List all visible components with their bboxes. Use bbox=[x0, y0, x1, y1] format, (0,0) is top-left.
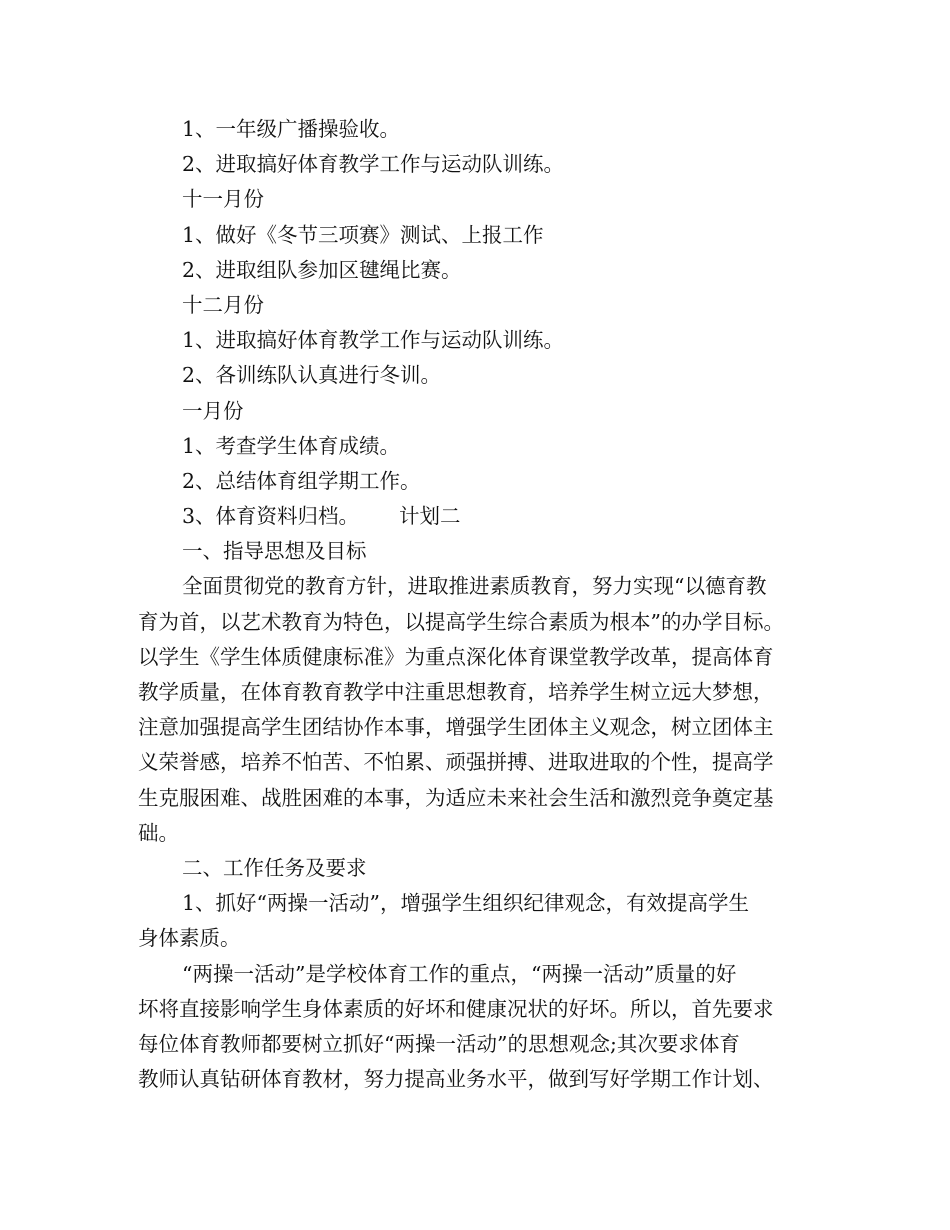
text-line: 2、总结体育组学期工作。 bbox=[182, 468, 421, 493]
text-line: 1、一年级广播操验收。 bbox=[182, 117, 401, 141]
text-line: 1、进取搞好体育教学工作与运动队训练。 bbox=[182, 328, 565, 353]
document-body bbox=[138, 112, 818, 1097]
month-heading: 十一月份 bbox=[182, 187, 264, 212]
text-line: 1、考查学生体育成绩。 bbox=[182, 433, 401, 458]
paragraph-line: 教学质量，在体育教育教学中注重思想教育，培养学生树立远大梦想， bbox=[138, 680, 774, 704]
archive-line-row bbox=[138, 499, 818, 534]
text-line: 2、进取组队参加区毽绳比赛。 bbox=[182, 257, 462, 282]
paragraph-line: 注意加强提高学生团结协作本事，增强学生团体主义观念，树立团体主 bbox=[138, 715, 774, 740]
paragraph-line: 义荣誉感，培养不怕苦、不怕累、顽强拼搏、进取进取的个性，提高学 bbox=[138, 750, 774, 775]
section-one-heading: 一、指导思想及目标 bbox=[182, 539, 367, 564]
paragraph-line: 身体素质。 bbox=[138, 926, 241, 951]
month-heading: 十二月份 bbox=[182, 292, 264, 317]
month-heading: 一月份 bbox=[182, 398, 244, 423]
text-line: 1、做好《冬节三项赛》测试、上报工作 bbox=[182, 222, 544, 247]
paragraph-line: 全面贯彻党的教育方针，进取推进素质教育，努力实现“以德育教 bbox=[182, 574, 767, 599]
paragraph-line: 1、抓好“两操一活动”，增强学生组织纪律观念，有效提高学生 bbox=[182, 891, 750, 916]
archive-line: 3、体育资料归档。 bbox=[182, 504, 360, 529]
text-line: 2、各训练队认真进行冬训。 bbox=[182, 363, 442, 388]
paragraph-line: 坏将直接影响学生身体素质的好坏和健康况状的好坏。所以，首先要求 bbox=[138, 996, 774, 1021]
paragraph-line: 础。 bbox=[138, 820, 179, 845]
section-two-heading: 二、工作任务及要求 bbox=[182, 855, 367, 880]
paragraph-line: 每位体育教师都要树立抓好“两操一活动”的思想观念;其次要求体育 bbox=[138, 1031, 740, 1056]
plan-two-label: 计划二 bbox=[399, 504, 461, 529]
text-line: 2、进取搞好体育教学工作与运动队训练。 bbox=[182, 152, 565, 177]
paragraph-line: 教师认真钻研体育教材，努力提高业务水平，做到写好学期工作计划、 bbox=[138, 1067, 774, 1092]
paragraph-line: 生克服困难、战胜困难的本事，为适应未来社会生活和激烈竞争奠定基 bbox=[138, 785, 774, 810]
paragraph-line: “两操一活动”是学校体育工作的重点，“两操一活动”质量的好 bbox=[182, 961, 737, 986]
paragraph-line: 育为首，以艺术教育为特色，以提高学生综合素质为根本”的办学目标。 bbox=[138, 609, 784, 634]
paragraph-line: 以学生《学生体质健康标准》为重点深化体育课堂教学改革，提高体育 bbox=[138, 644, 774, 669]
